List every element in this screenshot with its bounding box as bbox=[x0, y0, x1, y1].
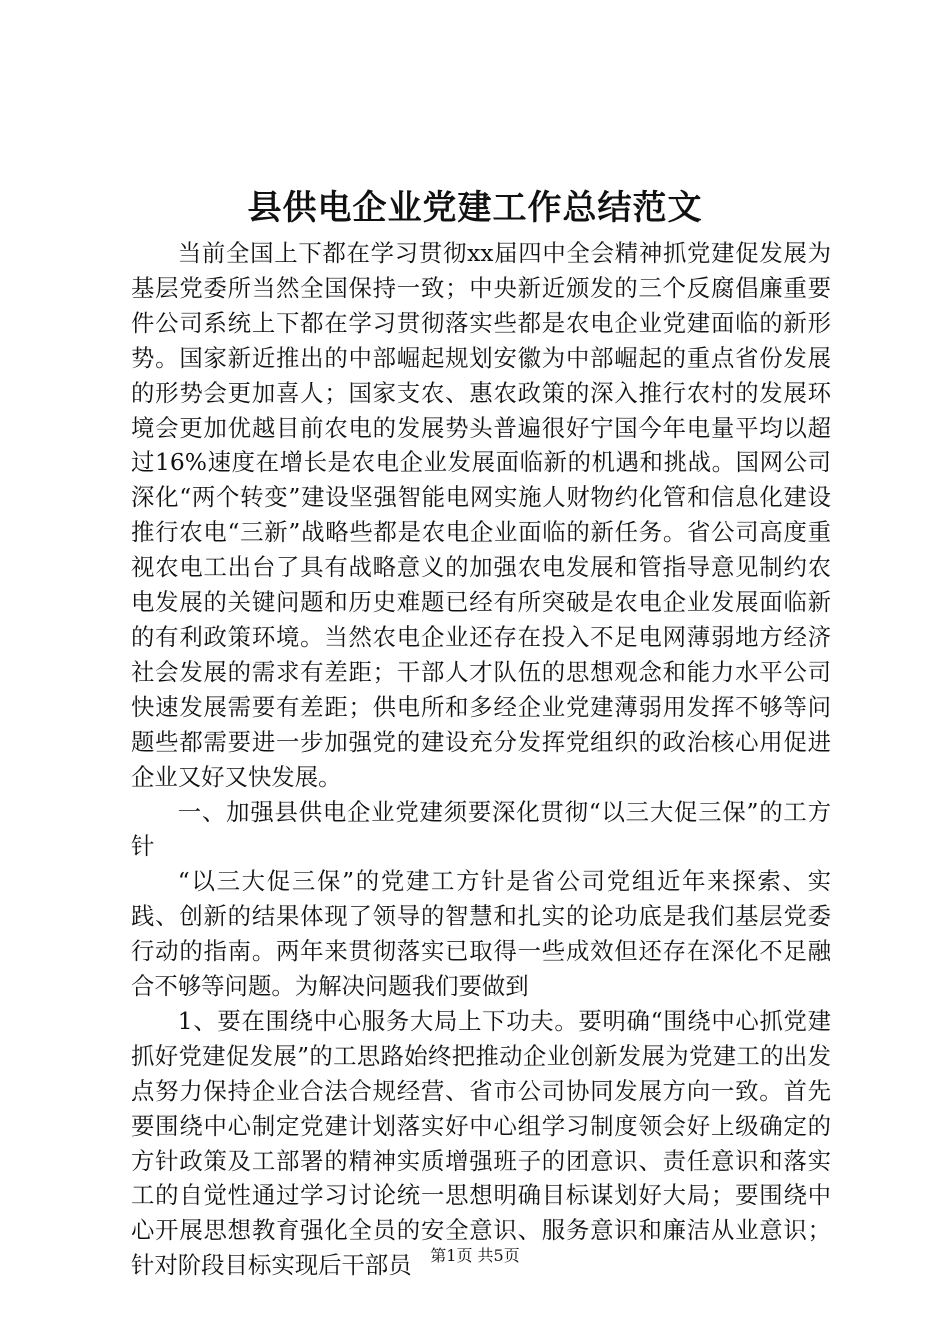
document-body bbox=[131, 236, 831, 1283]
paragraph-guideline: “以三大促三保”的党建工方针是省公司党组近年来探索、实践、创新的结果体现了领导的智慧和扎实的论功底是我们基层党委行动的指南。两年来贯彻落实已取得一些成效但还存在深化不足融合不够等问题。为解决问题我们要做到 bbox=[131, 867, 831, 1001]
paragraph-item-one: 1、要在围绕中心服务大局上下功夫。要明确“围绕中心抓党建抓好党建促发展”的工思路始终把推动企业创新发展为党建工的出发点努力保持企业合法合规经营、省市公司协同发展方向一致。首先要围绕中心制定党建计划落实好中心组学习制度领会好上级确定的方针政策及工部署的精神实质增强班子的团意识、责任意识和落实工的自觉性通过学习讨论统一思想明确目标谋划好大局；要围绕中心开展思想教育强化全员的安全意识、服务意识和廉洁从业意识；针对阶段目标实现后干部员 bbox=[131, 1006, 831, 1280]
page-title: 县供电企业党建工作总结范文 bbox=[247, 188, 703, 228]
paragraph-intro: 当前全国上下都在学习贯彻xx届四中全会精神抓党建促发展为基层党委所当然全国保持一致；中央新近颁发的三个反腐倡廉重要件公司系统上下都在学习贯彻落实些都是农电企业党建面临的新形势。国家新近推出的中部崛起规划安徽为中部崛起的重点省份发展的形势会更加喜人；国家支农、惠农政策的深入推行农村的发展环境会更加优越目前农电的发展势头普遍很好宁国今年电量平均以超过16%速度在增长是农电企业发展面临新的机遇和挑战。国网公司深化“两个转变”建设坚强智能电网实施人财物约化管和信息化建设推行农电“三新”战略些都是农电企业面临的新任务。省公司高度重视农电工出台了具有战略意义的加强农电发展和管指导意见制约农电发展的关键问题和历史难题已经有所突破是农电企业发展面临新的有利政策环境。当然农电企业还存在投入不足电网薄弱地方经济社会发展的需求有差距；干部人才队伍的思想观念和能力水平公司快速发展需要有差距；供电所和多经企业党建薄弱用发挥不够等问题些都需要进一步加强党的建设充分发挥党组织的政治核心用促进企业又好又快发展。 bbox=[131, 239, 831, 791]
page-number-footer: 第1页 共5页 bbox=[430, 1246, 520, 1265]
section-heading-one: 一、加强县供电企业党建须要深化贯彻“以三大促三保”的工方针 bbox=[131, 797, 831, 861]
